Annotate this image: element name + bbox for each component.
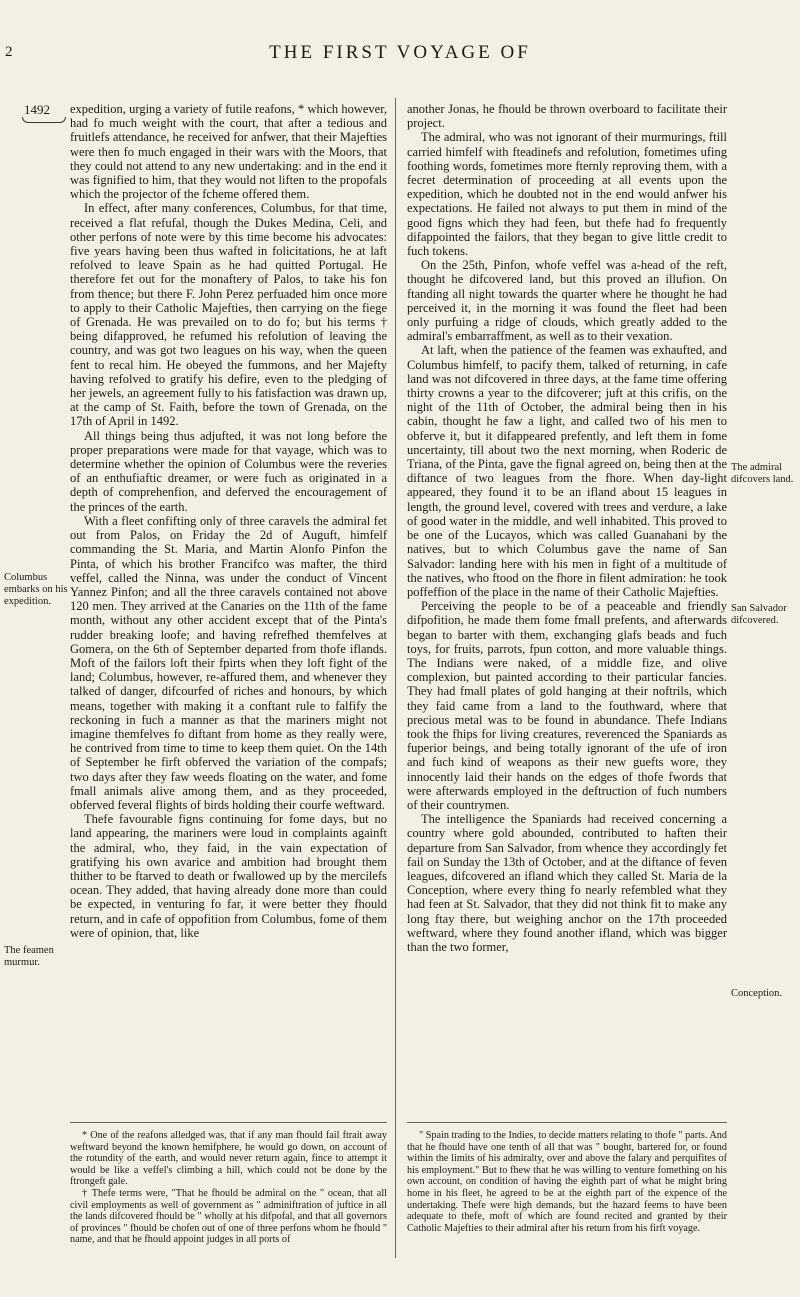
footnotes-left — [70, 1130, 387, 1246]
paragraph: All things being thus adjufted, it was not long before the proper preparations were made for that vayage, which was to determine whether the opinion of Columbus were the reveries of an enthufiaftic dreamer, or were fuch as originated in a depth of comprehenfion, and deferved the encouragement of the princes of the earth. — [70, 428, 387, 514]
year-bracket — [22, 117, 66, 123]
running-head: THE FIRST VOYAGE OF — [269, 42, 531, 63]
column-divider — [395, 98, 396, 1258]
paragraph: Thefe favourable figns continuing for fome days, but no land appearing, the mariners were loud in complaints againft the admiral, who, they faid, in the vain expectation of gratifying his own avarice and ambition had brought them thither to be ftarved to death or fwallowed up by the mercilefs ocean. They added, that having already done more than could be expected, in venturing fo far, it were better they fhould return, and in cafe of oppofition from Columbus, fome of them were of opinion, that, like — [70, 812, 387, 940]
paragraph: The intelligence the Spaniards had received concerning a country where gold abounded, contributed to haften their departure from San Salvador, from whence they accordingly fet fail on Sunday the 13th of October, and at the diftance of feven leagues, difcovered an ifland which they called St. Maria de la Conception, where every thing fo nearly refembled what they had feen at St. Salvador, that they did not think fit to make any long ftay there, but weighing anchor on the 17th proceeded weftward, where they found another ifland, which was bigger than the two former, — [407, 812, 727, 954]
footnote: † Thefe terms were, "That he fhould be admiral on the " ocean, that all civil employments as well of government as " adminiftration of juftice in all the lands difcovered fhould be " wholly at his difpofal, and that all governors of provinces " fhould be chofen out of one of three perfons whom he fhould " name, and that he fhould appoint judges in all ports of — [70, 1187, 387, 1246]
margin-year: 1492 — [24, 102, 50, 117]
footnotes-right — [407, 1130, 727, 1234]
paragraph: another Jonas, he fhould be thrown overboard to facilitate their project. — [407, 102, 727, 131]
paragraph: expedition, urging a variety of futile reafons, * which however, had fo much weight with the court, that after a tedious and fruitlefs attendance, he received for anfwer, that their Majefties were then fo much engaged in their wars with the Moors, that they could not attend to any new undertaking: and in the end it was fignified to him, that they would not liften to the propofals which the projector of the fcheme offered them. — [70, 102, 387, 202]
paragraph: In effect, after many conferences, Columbus, for that time, received a flat refufal, though the Dukes Medina, Celi, and other perfons of note were by this time become his advocates: five years having been thus wafted in folicitations, he at laft refolved to leave Spain as he had quitted Portugal. He therefore fet out for the monaftery of Palos, to take his fon from thence; but there F. John Perez perfuaded him once more to apply to their Catholic Majefties, then carrying on the fiege of Grenada. He was prevailed on to do fo; but his terms † being difapproved, he refumed his refolution of leaving the country, and was got two leagues on his way, when the queen fent to recal him. He obeyed the fummons, and her Majefty having refolved to gratify his defire, even to the pledging of her jewels, an agreement fully to his fatisfaction was drawn up, at the camp of St. Faith, before the town of Grenada, on the 17th of April in 1492. — [70, 201, 387, 429]
paragraph: On the 25th, Pinfon, whofe veffel was a-head of the reft, thought he difcovered land, but this proved an illufion. On ftanding all night towards the quarter where he thought he had perceived it, in the morning it was found the fleet had been only purfuing a ridge of clouds, which greatly added to the admiral's embarraffment, as well as to their vexation. — [407, 258, 727, 344]
footnote-rule-right — [407, 1122, 727, 1123]
paragraph: At laft, when the patience of the feamen was exhaufted, and Columbus himfelf, to pacify them, talked of returning, in cafe land was not difcovered in three days, at the fame time offering thirty crowns a year to the difcoverer; juft at this crifis, on the night of the 11th of October, the admiral being then in his cabin, thought he faw a light, and called two of his men to obferve it, but it difappeared prefently, and left them in fome uncertainty, till about two the next morning, when Roderic de Triana, of the Pinta, gave the fignal agreed on, being then at the diftance of two leagues from the fhore. When day-light appeared, they found it to be an ifland about 15 leagues in length, the ground level, covered with trees and verdure, a lake of good water in the middle, and well inhabited. This proved to be one of the Lucayos, which was called Guanahani by the natives, but to which Columbus gave the name of San Salvador: landing here with his men in fight of a multitude of the natives, who ftood on the fhore in filent admiration: he took poffeffion of the place in the name of their Catholic Majefties. — [407, 343, 727, 599]
paragraph: Perceiving the people to be of a peaceable and friendly difpofition, he made them fome fmall prefents, and afterwards began to barter with them, exchanging glafs beads and fuch toys, for fruits, parrots, fpun cotton, and more valuable things. The Indians were naked, of a middle fize, and olive complexion, but painted according to their particular fancies. They had fmall plates of gold hanging at their noftrils, which they faid came from a land to the fouthward, where that precious metal was to be found in abundance. Thefe Indians took the fhips for living creatures, reverenced the Spaniards as fuperior beings, and being totally ignorant of the ufe of iron and fuch kind of weapons as their new guefts wore, they innocently laid their hands on the edges of thofe fwords that were afterwards employed in the deftruction of fuch numbers of their countrymen. — [407, 599, 727, 812]
footnote: " Spain trading to the Indies, to decide matters relating to thofe " parts. And that he fhould have one tenth of all that was " bought, bartered for, or found within the limits of his admiralty, over and above the falary and perquifites of his employment." But to fhew that he was willing to venture fomething on his own account, on condition of having the eighth part of what he might bring home in his fleet, he agreed to be at the eighth part of the expence of the undertaking. Thefe were high demands, but the hazard feems to have been adequate to thefe, moft of which are found recited and granted by their Catholic Majefties to their admiral after his return from his firft voyage. — [407, 1130, 727, 1234]
footnote-rule-left — [70, 1122, 387, 1123]
margin-note-salvador: San Salvador difcovered. — [731, 603, 787, 626]
paragraph: With a fleet confifting only of three caravels the admiral fet out from Palos, on Friday the 2d of Auguft, himfelf commanding the St. Maria, and Martin Alonfo Pinfon the Pinta, of which his brother Francifco was mafter, the third veffel, called the Ninna, was under the conduct of Vincent Yannez Pinfon; and all the three caravels contained not above 120 men. They arrived at the Canaries on the 11th of the fame month, without any other accident except that of the Pinta's rudder breaking loofe; and having refrefhed themfelves at Gomera, on the 6th of September departed from thofe iflands. Moft of the failors loft their fpirts when they loft fight of the land; Columbus, however, re-affured them, and whenever they talked of danger, difcourfed of riches and honours, by which means, together with making it a conftant rule to falfify the reckoning in fuch a manner as that the mariners might not imagine themfelves fo diftant from home as they really were, he contrived from time to time to keep them quiet. On the 14th of September he firft obferved the variation of the compafs; two days after they faw weeds floating on the water, and fome fmall animals alive among them, and as they proceeded, obferved feveral flights of birds holding their courfe weftward. — [70, 513, 387, 812]
margin-note-conception: Conception. — [731, 988, 783, 999]
margin-note-columbus: Columbus embarks on his expedition. — [4, 572, 68, 607]
left-column — [70, 102, 387, 940]
paragraph: The admiral, who was not ignorant of their murmurings, ftill carried himfelf with fteadinefs and refolution, fometimes ufing foothing words, fometimes more fternly reproving them, with a fecret determination of proceeding at all events upon the expedition, which he doubted not in the end would anfwer his expectations. He failed not always to put them in mind of the good figns which they had feen, but thefe had fo frequently difappointed the failors, that they began to give little credit to fuch tokens. — [407, 130, 727, 259]
margin-note-seamen: The feamen murmur. — [4, 945, 54, 968]
page-number: 2 — [5, 44, 13, 60]
footnote: * One of the reafons alledged was, that if any man fhould fail ftrait away weftward beyond the known hemifphere, he would go down, on account of the rotundity of the earth, and would never return again, fince to attempt it would be like a veffel's climbing a hill, which could not be done by the ftrongeft gale. — [70, 1130, 387, 1188]
margin-note-admiral: The admiral difcovers land. — [731, 462, 794, 485]
right-column — [407, 102, 727, 954]
